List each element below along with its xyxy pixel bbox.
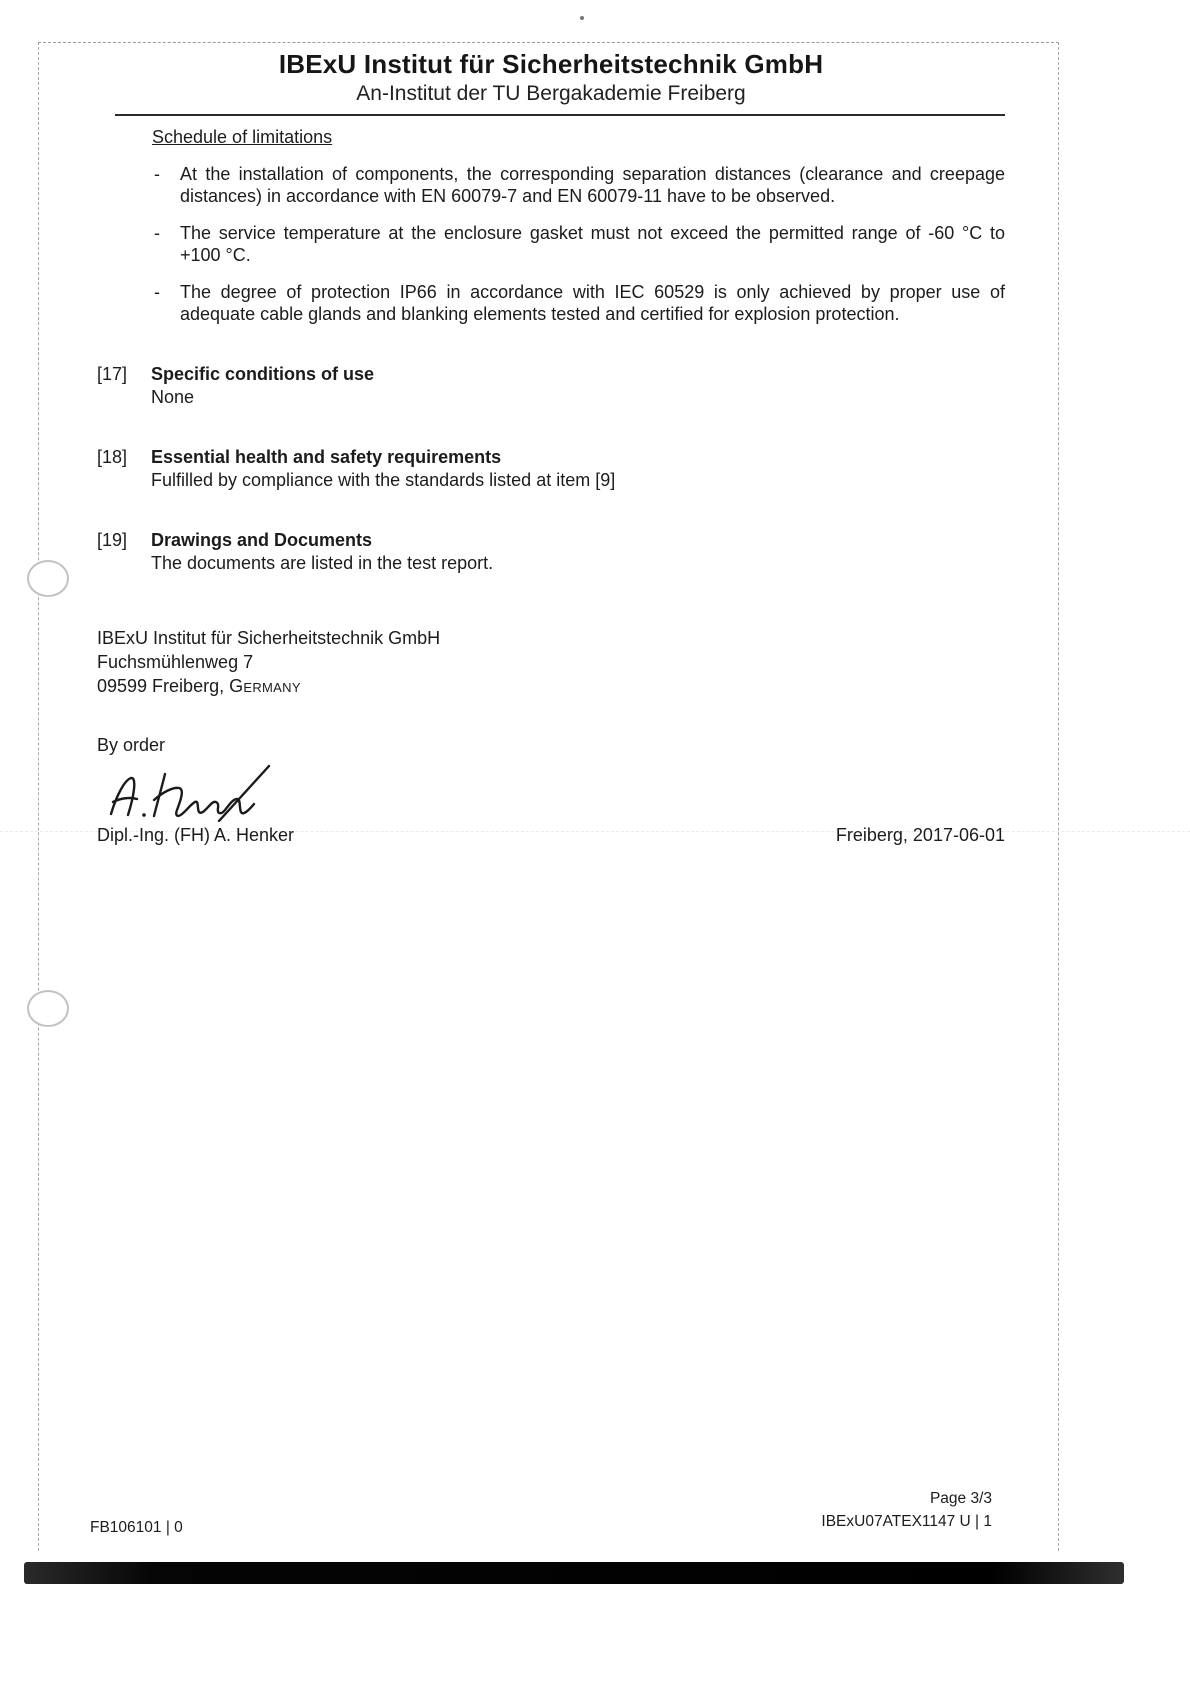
section-title: Specific conditions of use <box>151 364 375 384</box>
dash-bullet: - <box>154 164 160 184</box>
scan-speck <box>580 16 584 20</box>
section-content <box>151 529 493 574</box>
section-number: [19] <box>97 530 128 550</box>
institute-subtitle: An-Institut der TU Bergakademie Freiberg <box>356 82 746 105</box>
address-line-1: IBExU Institut für Sicherheitstechnik GmbH <box>97 628 441 648</box>
section-content <box>151 363 374 408</box>
limitation-text: The service temperature at the enclosure gasket must not exceed the permitted range of -60 °C to +100 °C. <box>180 223 1005 265</box>
hole-punch-bottom <box>27 990 69 1027</box>
signatory-row <box>97 824 1005 846</box>
limitation-item <box>97 222 1005 266</box>
section-title: Drawings and Documents <box>151 530 373 550</box>
place-and-date: Freiberg, 2017-06-01 <box>835 825 1005 845</box>
section-18 <box>97 446 1005 491</box>
dash-bullet: - <box>154 282 160 302</box>
address-line-2: Fuchsmühlenweg 7 <box>97 652 254 672</box>
address-line-3 <box>97 674 1005 698</box>
footer-reference-block <box>821 1487 992 1533</box>
handwritten-signature-icon <box>97 758 327 822</box>
address-country: Germany <box>229 676 301 696</box>
section-text: Fulfilled by compliance with the standards listed at item [9] <box>151 470 616 490</box>
section-title: Essential health and safety requirements <box>151 447 502 467</box>
dash-bullet: - <box>154 223 160 243</box>
section-number: [18] <box>97 447 128 467</box>
limitation-text: The degree of protection IP66 in accordance with IEC 60529 is only achieved by proper use of adequate cable glands and blanking elements tested and certified for explosion protection. <box>180 282 1005 324</box>
form-number: FB106101 | 0 <box>90 1519 183 1536</box>
institute-address <box>97 626 1005 698</box>
section-content <box>151 446 615 491</box>
section-text: None <box>151 387 195 407</box>
limitation-item <box>97 163 1005 207</box>
limitations-list <box>97 163 1005 325</box>
section-text: The documents are listed in the test report. <box>151 553 494 573</box>
certificate-number: IBExU07ATEX1147 U | 1 <box>821 1513 992 1530</box>
limitation-item <box>97 281 1005 325</box>
hole-punch-top <box>27 560 69 597</box>
section-19 <box>97 529 1005 574</box>
scan-edge-artifact <box>24 1562 1124 1584</box>
limitation-text: At the installation of components, the corresponding separation distances (clearance and creepage distances) in accordance with EN 60079-7 and EN 60079-11 have to be observed. <box>180 164 1005 206</box>
document-body <box>97 126 1005 846</box>
header-divider <box>115 114 1005 116</box>
signature-image <box>97 758 1005 822</box>
section-17 <box>97 363 1005 408</box>
page-number: Page 3/3 <box>929 1490 992 1507</box>
institute-title: IBExU Institut für Sicherheitstechnik GmbH <box>278 49 824 79</box>
by-order-label: By order <box>97 735 166 755</box>
schedule-of-limitations-heading: Schedule of limitations <box>152 127 333 147</box>
signatory-name: Dipl.-Ing. (FH) A. Henker <box>97 825 295 845</box>
scan-line-artifact <box>0 831 1190 832</box>
section-number: [17] <box>97 364 128 384</box>
letterhead <box>97 0 1005 116</box>
address-city: 09599 Freiberg, <box>97 676 230 696</box>
